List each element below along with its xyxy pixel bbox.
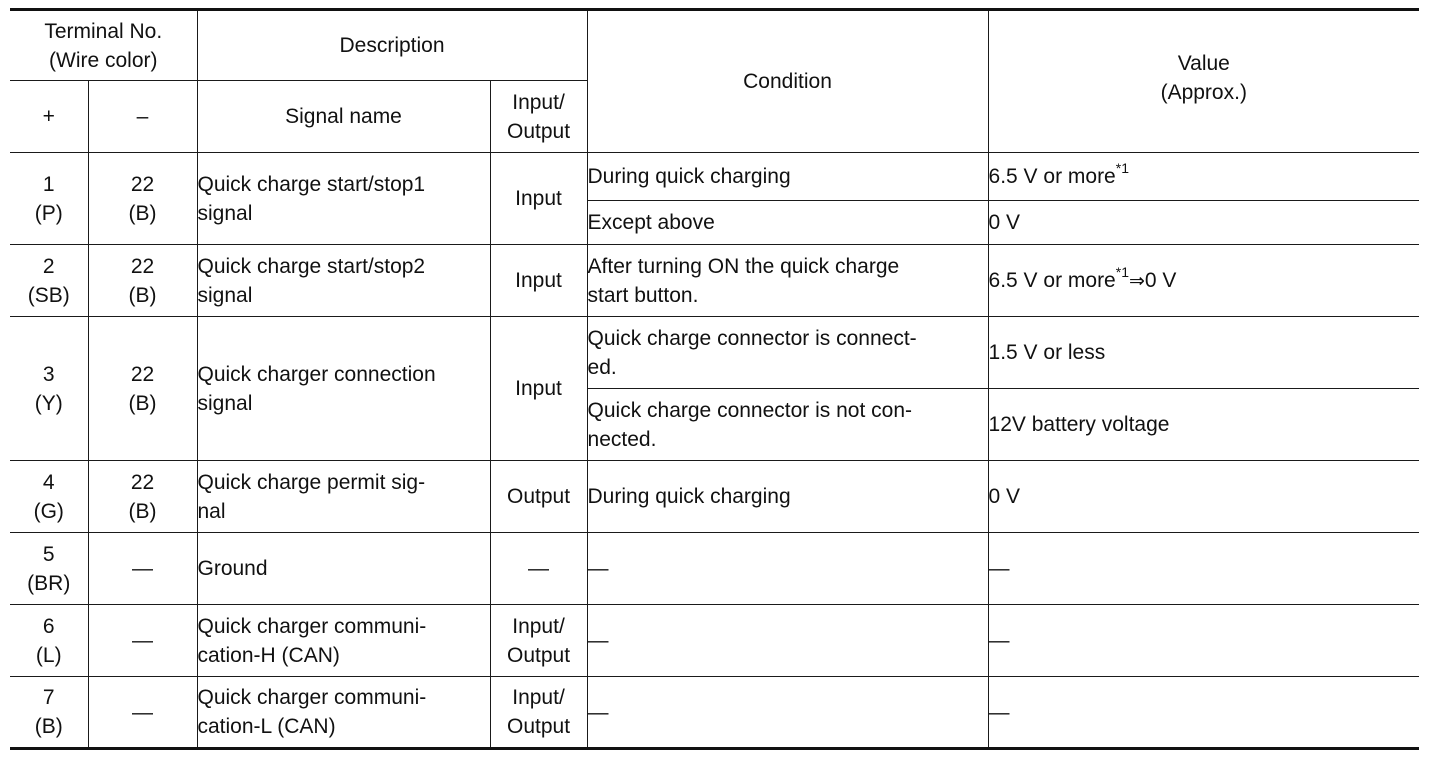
value-cell: —: [988, 533, 1419, 605]
condition-cell: During quick charging: [587, 153, 988, 201]
input-output: Input: [490, 317, 587, 461]
signal-name: Quick charger communi- cation-L (CAN): [197, 677, 490, 749]
value-cell: 1.5 V or less: [988, 317, 1419, 389]
terminal-plus: 6 (L): [10, 605, 88, 677]
condition-cell: During quick charging: [587, 461, 988, 533]
condition-cell: Quick charge connector is not con- nected.: [587, 389, 988, 461]
footnote-marker: *1: [1115, 160, 1129, 176]
value-cell: —: [988, 677, 1419, 749]
condition-cell: —: [587, 677, 988, 749]
signal-name: Quick charge permit sig- nal: [197, 461, 490, 533]
terminal-spec-table: [10, 8, 1419, 750]
terminal-plus: 2 (SB): [10, 245, 88, 317]
input-output: Output: [490, 461, 587, 533]
input-output: Input: [490, 153, 587, 245]
terminal-spec-table-wrapper: [10, 8, 1419, 750]
terminal-minus: 22 (B): [88, 153, 197, 245]
terminal-plus: 1 (P): [10, 153, 88, 245]
header-plus: +: [10, 81, 88, 153]
value-cell: 0 V: [988, 201, 1419, 245]
terminal-plus: 4 (G): [10, 461, 88, 533]
header-value: Value (Approx.): [988, 10, 1419, 153]
header-minus: –: [88, 81, 197, 153]
input-output: Input: [490, 245, 587, 317]
table-row: [10, 153, 1419, 201]
table-row: [10, 245, 1419, 317]
header-signal-name: Signal name: [197, 81, 490, 153]
terminal-plus: 3 (Y): [10, 317, 88, 461]
condition-cell: After turning ON the quick charge start button.: [587, 245, 988, 317]
table-row: [10, 461, 1419, 533]
header-description: Description: [197, 10, 587, 81]
condition-cell: —: [587, 533, 988, 605]
input-output: Input/ Output: [490, 605, 587, 677]
signal-name: Quick charger connection signal: [197, 317, 490, 461]
value-cell: 6.5 V or more$^{*1}$⇒0 V: [988, 245, 1419, 317]
terminal-minus: —: [88, 605, 197, 677]
value-cell: 0 V: [988, 461, 1419, 533]
terminal-plus: 7 (B): [10, 677, 88, 749]
terminal-minus: —: [88, 677, 197, 749]
header-input-output: Input/ Output: [490, 81, 587, 153]
table-row: [10, 605, 1419, 677]
header-condition: Condition: [587, 10, 988, 153]
input-output: Input/ Output: [490, 677, 587, 749]
condition-cell: Except above: [587, 201, 988, 245]
table-header: [10, 10, 1419, 153]
signal-name: Quick charge start/stop1 signal: [197, 153, 490, 245]
value-cell: 6.5 V or more$^{*1}$: [988, 153, 1419, 201]
table-row: [10, 317, 1419, 389]
value-cell: 12V battery voltage: [988, 389, 1419, 461]
terminal-minus: —: [88, 533, 197, 605]
header-terminal-no: Terminal No. (Wire color): [10, 10, 197, 81]
condition-cell: —: [587, 605, 988, 677]
signal-name: Ground: [197, 533, 490, 605]
signal-name: Quick charger communi- cation-H (CAN): [197, 605, 490, 677]
table-row: [10, 533, 1419, 605]
table-row: [10, 677, 1419, 749]
table-body: [10, 153, 1419, 749]
terminal-minus: 22 (B): [88, 317, 197, 461]
footnote-marker: *1: [1115, 263, 1129, 280]
terminal-plus: 5 (BR): [10, 533, 88, 605]
signal-name: Quick charge start/stop2 signal: [197, 245, 490, 317]
transition-arrow-icon: ⇒: [1128, 269, 1145, 292]
terminal-minus: 22 (B): [88, 245, 197, 317]
value-cell: —: [988, 605, 1419, 677]
input-output: —: [490, 533, 587, 605]
condition-cell: Quick charge connector is connect- ed.: [587, 317, 988, 389]
terminal-minus: 22 (B): [88, 461, 197, 533]
